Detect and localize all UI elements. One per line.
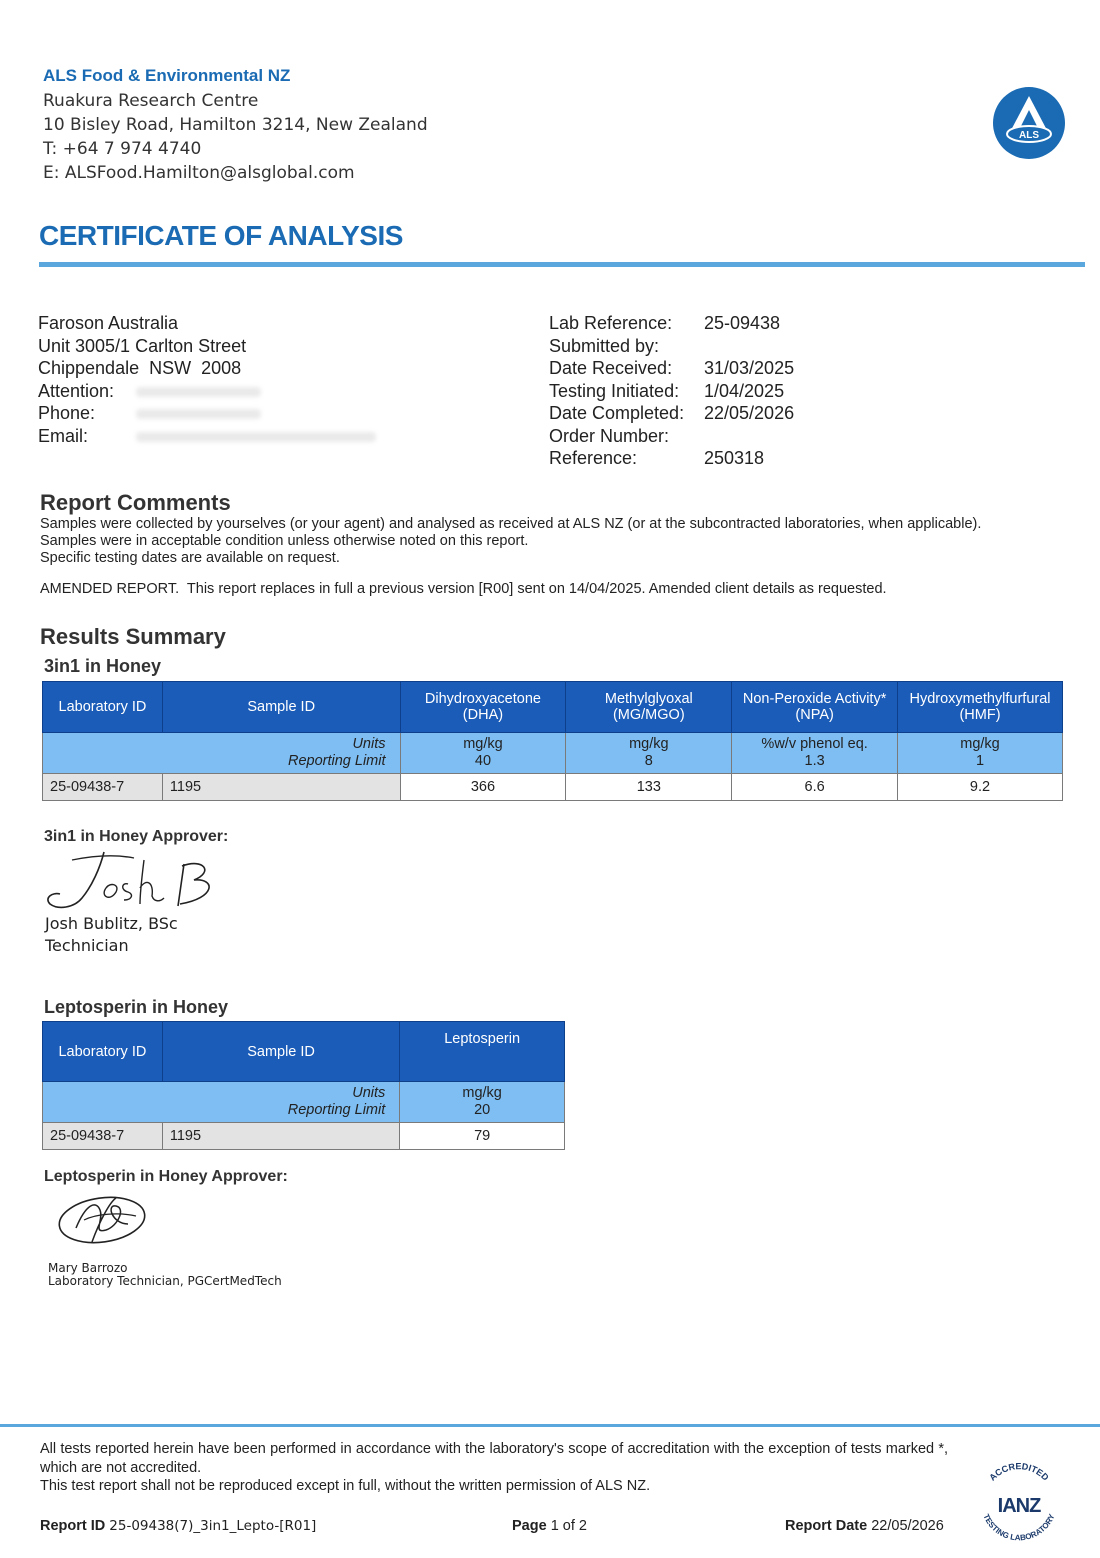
- approver1-name: Josh Bublitz, BSc: [45, 914, 178, 933]
- approver2-name: Mary Barrozo: [48, 1261, 128, 1275]
- report-id-label: Report ID: [40, 1518, 106, 1534]
- email-label: Email:: [38, 425, 89, 446]
- units-labels: [43, 1082, 400, 1123]
- sample-id-cell: 1195: [162, 1123, 399, 1150]
- lab-label: Lab Reference:: [549, 313, 673, 333]
- limit: 40: [474, 753, 492, 769]
- approver1-role: Technician: [45, 936, 129, 955]
- units-row: [43, 733, 1063, 774]
- lab-row: [549, 335, 794, 358]
- table2-title: Leptosperin in Honey: [44, 997, 229, 1017]
- col-hmf: [898, 682, 1063, 733]
- table-header-row: [43, 1022, 565, 1082]
- unit: mg/kg: [629, 736, 669, 752]
- lab-label: Date Received:: [549, 358, 673, 378]
- units-cell: [400, 733, 566, 774]
- sample-id-cell: 1195: [162, 774, 400, 801]
- col-mgo: [566, 682, 732, 733]
- limit-label: Reporting Limit: [287, 753, 386, 769]
- approver2-label: Leptosperin in Honey Approver:: [44, 1168, 288, 1185]
- signature-josh: [44, 848, 224, 914]
- report-id-value: 25-09438(7)_3in1_Lepto-[R01]: [109, 1518, 317, 1534]
- unit: mg/kg: [960, 736, 1000, 752]
- value-cell: 133: [566, 774, 732, 801]
- units-label: Units: [352, 736, 386, 752]
- org-name: ALS Food & Environmental NZ: [43, 66, 291, 85]
- unit: mg/kg: [462, 1085, 502, 1101]
- lab-row: [549, 425, 794, 448]
- redacted-phone: [136, 409, 261, 419]
- comment-line: Specific testing dates are available on request.: [40, 550, 340, 566]
- lab-value: 1/04/2025: [704, 380, 785, 401]
- address-line: 10 Bisley Road, Hamilton 3214, New Zealand: [43, 115, 428, 135]
- lab-row: [549, 380, 794, 403]
- redacted-email: [136, 432, 376, 442]
- lab-row: [549, 447, 794, 470]
- value-cell: 6.6: [732, 774, 898, 801]
- lab-label: Date Completed:: [549, 403, 685, 423]
- phone-label: Phone:: [38, 403, 96, 423]
- als-logo: [992, 86, 1066, 160]
- unit: mg/kg: [463, 736, 503, 752]
- phone-line: T: +64 7 974 4740: [43, 139, 202, 159]
- report-date-label: Report Date: [785, 1518, 868, 1534]
- ianz-accreditation-seal: [974, 1455, 1064, 1550]
- lab-row: [549, 357, 794, 380]
- comment-line: Samples were collected by yourselves (or your agent) and analysed as received at ALS NZ (or at the subcontracted laboratories, when applicable).: [40, 516, 982, 532]
- client-address-1: Unit 3005/1 Carlton Street: [38, 335, 247, 356]
- results-summary-heading: Results Summary: [40, 624, 226, 649]
- table1-title: 3in1 in Honey: [44, 656, 162, 676]
- accreditation-note: All tests reported herein have been performed in accordance with the laboratory's scope of accreditation with the exception of tests marked *, which are not accredited.: [40, 1441, 948, 1476]
- limit: 1: [975, 753, 985, 769]
- lab-value: 22/05/2026: [704, 403, 795, 423]
- table-header-row: [43, 682, 1063, 733]
- unit: %w/v phenol eq.: [761, 736, 868, 752]
- phone-row: [38, 402, 376, 425]
- value-cell: 366: [400, 774, 566, 801]
- lab-label: Order Number:: [549, 425, 670, 446]
- report-comments-heading: Report Comments: [40, 490, 231, 515]
- units-row: [43, 1082, 565, 1123]
- lab-row: [549, 312, 794, 335]
- seal-bottom-text: TESTING LABORATORY: [981, 1512, 1057, 1543]
- lab-details: [549, 312, 794, 470]
- approver1-label: 3in1 in Honey Approver:: [44, 828, 229, 845]
- analyte-name: Non-Peroxide Activity*: [742, 691, 887, 707]
- col-npa: [732, 682, 898, 733]
- address-line: Ruakura Research Centre: [43, 91, 259, 111]
- analyte-abbr: (MG/MGO): [612, 707, 685, 723]
- analyte-name: Methylglyoxal: [604, 691, 693, 707]
- units-cell: [400, 1082, 565, 1123]
- limit-label: Reporting Limit: [287, 1102, 386, 1118]
- value-cell: 79: [400, 1123, 565, 1150]
- attention-row: [38, 380, 376, 403]
- col-dha: [400, 682, 566, 733]
- analyte-abbr: (HMF): [959, 707, 1001, 723]
- units-label: Units: [352, 1085, 386, 1101]
- lab-row: [549, 402, 794, 425]
- attention-label: Attention:: [38, 380, 115, 401]
- page-label: Page: [512, 1518, 547, 1534]
- amended-note: AMENDED REPORT. This report replaces in full a previous version [R00] sent on 14/04/2025. Amended client details as requested.: [40, 581, 887, 597]
- reproduction-note: This test report shall not be reproduced except in full, without the written permission of ALS NZ.: [40, 1478, 651, 1494]
- col-sample-id: Sample ID: [162, 682, 400, 733]
- value-cell: 9.2: [898, 774, 1063, 801]
- client-details: [38, 312, 376, 447]
- lab-id-cell: 25-09438-7: [43, 774, 163, 801]
- analyte-name: Hydroxymethylfurfural: [909, 691, 1051, 707]
- analyte-abbr: (DHA): [462, 707, 504, 723]
- lab-label: Submitted by:: [549, 335, 660, 356]
- logo-text: ALS: [1019, 130, 1039, 141]
- col-lab-id: Laboratory ID: [43, 682, 163, 733]
- limit: 1.3: [804, 753, 825, 769]
- client-address-2: Chippendale NSW 2008: [38, 358, 242, 378]
- table-row: [43, 1123, 565, 1150]
- analyte-abbr: (NPA): [795, 707, 834, 723]
- limit: 8: [644, 753, 653, 769]
- lab-value: 25-09438: [704, 313, 781, 333]
- lab-value: 250318: [704, 448, 765, 468]
- col-sample-id: Sample ID: [162, 1022, 399, 1082]
- lab-id-cell: 25-09438-7: [43, 1123, 163, 1150]
- email-line: E: ALSFood.Hamilton@alsglobal.com: [43, 163, 355, 183]
- col-lab-id: Laboratory ID: [43, 1022, 163, 1082]
- report-date: [785, 1518, 944, 1534]
- results-table-leptosperin: [42, 1021, 565, 1150]
- lab-label: Reference:: [549, 448, 638, 468]
- title-divider: [39, 262, 1085, 267]
- seal-top-text: ACCREDITED: [987, 1461, 1051, 1483]
- lab-value: 31/03/2025: [704, 358, 795, 378]
- results-table-3in1: [42, 681, 1063, 801]
- signature-mary: [56, 1190, 152, 1252]
- page-number: [512, 1518, 587, 1534]
- approver2-role: Laboratory Technician, PGCertMedTech: [48, 1274, 282, 1288]
- redacted-attention: [136, 387, 261, 397]
- lab-label: Testing Initiated:: [549, 380, 680, 401]
- report-id: [40, 1518, 316, 1534]
- limit: 20: [474, 1102, 491, 1118]
- col-leptosperin: Leptosperin: [400, 1022, 565, 1082]
- page-value: 1 of 2: [550, 1518, 587, 1534]
- footer-divider: [0, 1424, 1100, 1427]
- units-cell: [732, 733, 898, 774]
- analyte-name: Dihydroxyacetone: [424, 691, 541, 707]
- report-date-value: 22/05/2026: [871, 1518, 944, 1534]
- table-row: [43, 774, 1063, 801]
- page-title: CERTIFICATE OF ANALYSIS: [39, 220, 403, 251]
- comment-line: Samples were in acceptable condition unless otherwise noted on this report.: [40, 533, 529, 549]
- units-labels: [43, 733, 401, 774]
- units-cell: [898, 733, 1063, 774]
- units-cell: [566, 733, 732, 774]
- client-name: Faroson Australia: [38, 313, 179, 333]
- email-row: [38, 425, 376, 448]
- seal-mark: IANZ: [997, 1495, 1041, 1517]
- footer-text: [40, 1440, 948, 1496]
